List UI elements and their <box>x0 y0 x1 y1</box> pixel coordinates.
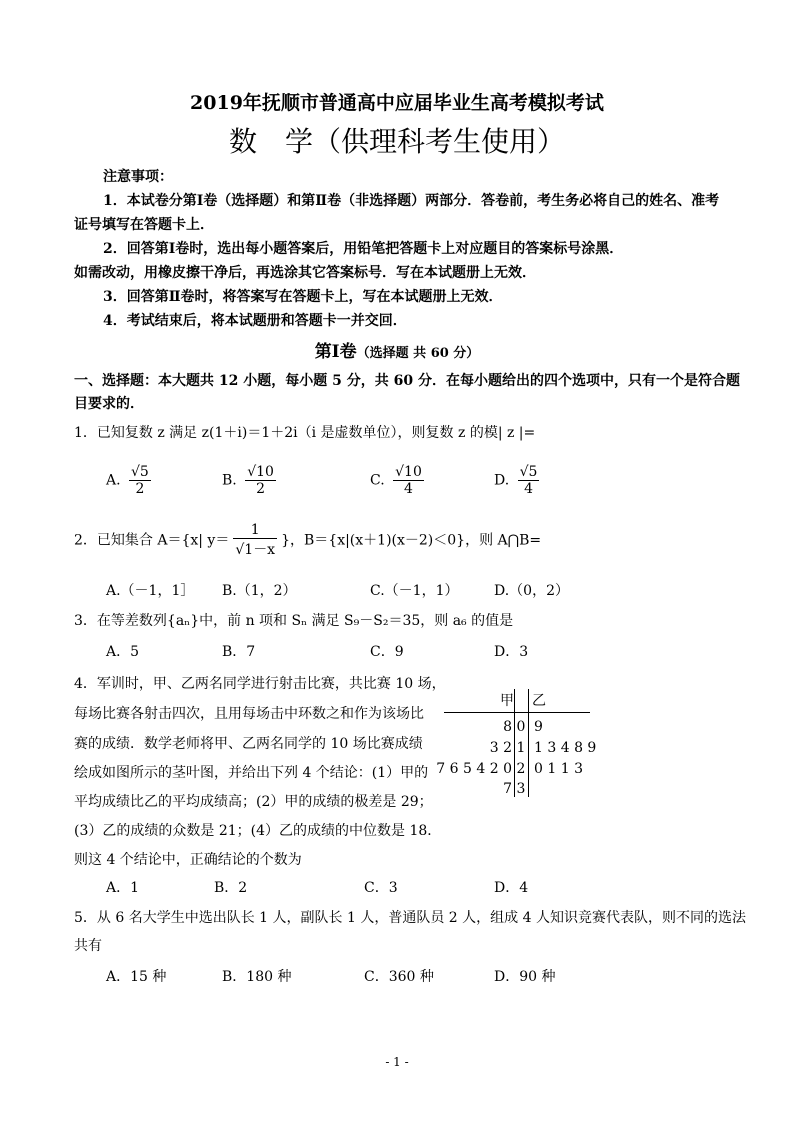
part1-instructions-line2: 目要求的． <box>74 396 144 412</box>
stemleaf-right-header: 乙 <box>532 693 546 709</box>
stemleaf-row-1-stem: 1 <box>516 740 526 756</box>
fraction-denominator: 4 <box>404 481 413 497</box>
exam-subtitle: 数 学（供理科考生使用） <box>228 125 565 158</box>
stemleaf-left-header: 甲 <box>500 693 514 709</box>
fraction-numerator: √5 <box>131 464 149 480</box>
q1-option-b-fraction <box>245 464 276 497</box>
stemleaf-row-3-stem: 3 <box>516 781 526 797</box>
q3-option-c: C．9 <box>370 644 404 660</box>
stemleaf-horizontal-rule <box>444 712 590 713</box>
stemleaf-row-2-left: 7 6 5 4 2 0 <box>436 761 512 777</box>
q5-option-b: B．180 种 <box>222 969 292 985</box>
fraction-numerator: √10 <box>395 464 422 480</box>
q4-line-7: 则这 4 个结论中，正确结论的个数为 <box>74 852 302 868</box>
stemleaf-row-0-right: 9 <box>534 719 543 735</box>
q1-option-a-label: A. <box>106 472 121 489</box>
stemleaf-row-1-right: 1 3 4 8 9 <box>534 740 597 756</box>
exam-title: 2019年抚顺市普通高中应届毕业生高考模拟考试 <box>190 92 604 114</box>
q5-line-2: 共有 <box>74 938 102 954</box>
q5-option-c: C．360 种 <box>364 969 434 985</box>
q2-fraction <box>233 522 277 559</box>
stemleaf-row-2-stem: 2 <box>516 761 526 777</box>
notice-item-4: 4．考试结束后，将本试题册和答题卡一并交回． <box>103 313 407 329</box>
section-heading <box>0 337 794 362</box>
section-note: （选择题 共 60 分） <box>356 346 480 361</box>
q1-option-d <box>494 464 543 497</box>
q2-option-c: C.（－1，1） <box>370 583 459 599</box>
q1-option-c <box>370 464 428 497</box>
q2-option-a: A.（－1，1］ <box>106 583 195 599</box>
q4-line-2: 每场比赛各射击四次，且用每场击中环数之和作为该场比 <box>74 706 424 722</box>
q1-option-a <box>106 464 155 497</box>
q3-option-a: A．5 <box>106 644 140 660</box>
stemleaf-row-0-left: 8 <box>503 719 512 735</box>
notice-item-2a: 2．回答第Ⅰ卷时，选出每小题答案后，用铅笔把答题卡上对应题目的答案标号涂黑． <box>103 241 624 257</box>
q3-option-b: B．7 <box>222 644 256 660</box>
stemleaf-row-2-right: 0 1 1 3 <box>534 761 583 777</box>
q4-option-d: D．4 <box>494 880 529 896</box>
notice-heading: 注意事项： <box>103 169 173 185</box>
q1-option-b <box>222 464 280 497</box>
q5-line-1: 5．从 6 名大学生中选出队长 1 人，副队长 1 人，普通队员 2 人，组成 4 人知识竞赛代表队，则不同的选法 <box>74 910 746 926</box>
q4-option-a: A．1 <box>106 880 140 896</box>
notice-item-3: 3．回答第Ⅱ卷时，将答案写在答题卡上，写在本试题册上无效． <box>103 289 503 305</box>
q1-option-b-label: B. <box>222 472 237 489</box>
q4-line-4: 绘成如图所示的茎叶图，并给出下列 4 个结论：(1）甲的 <box>74 765 429 781</box>
fraction-denominator: √1－x <box>235 542 276 558</box>
q1-option-a-fraction <box>129 464 151 497</box>
part1-instructions-line1: 一、选择题：本大题共 12 小题，每小题 5 分，共 60 分．在每小题给出的四个选项中，只有一个是符合题 <box>74 373 740 389</box>
fraction-denominator: 2 <box>256 481 266 497</box>
section-title: 第Ⅰ卷 <box>314 342 357 362</box>
q1-option-c-label: C. <box>370 472 385 489</box>
fraction-numerator: 1 <box>233 522 277 539</box>
q4-line-6: (3）乙的成绩的众数是 21；(4）乙的成绩的中位数是 18． <box>74 823 442 839</box>
q4-line-1: 4．军训时，甲、乙两名同学进行射击比赛，共比赛 10 场， <box>74 676 446 692</box>
stemleaf-row-1-left: 3 2 <box>489 740 512 756</box>
fraction-numerator: √5 <box>519 464 538 480</box>
question-2-text <box>74 522 541 559</box>
fraction-denominator: 4 <box>524 481 534 497</box>
q2-option-b: B.（1，2） <box>222 583 297 599</box>
q1-option-d-fraction <box>518 464 540 497</box>
notice-item-1a: 1．本试卷分第Ⅰ卷（选择题）和第Ⅱ卷（非选择题）两部分．答卷前，考生务必将自己的姓名、准考 <box>103 193 720 209</box>
notice-item-1b: 证号填写在答题卡上． <box>74 217 214 233</box>
q4-line-3: 赛的成绩．数学老师将甲、乙两名同学的 10 场比赛成绩 <box>74 736 423 752</box>
q2-text-part-b: }，B＝{x|(x＋1)(x－2)＜0}，则 A⋂B= <box>281 532 542 549</box>
fraction-numerator: √10 <box>247 464 274 480</box>
stemleaf-row-3-left: 7 <box>503 781 512 797</box>
question-3-text: 3．在等差数列{aₙ}中，前 n 项和 Sₙ 满足 S₉－S₂＝35，则 a₆ 的值是 <box>74 613 514 629</box>
q4-option-b: B．2 <box>214 880 248 896</box>
stemleaf-vertical-rule-right <box>528 689 529 797</box>
q5-option-a: A．15 种 <box>106 969 167 985</box>
question-1-text: 1．已知复数 z 满足 z(1＋i)＝1＋2i（i 是虚数单位），则复数 z 的模| z |= <box>74 425 536 441</box>
q1-option-d-label: D. <box>494 472 510 489</box>
q1-option-c-fraction <box>393 464 424 497</box>
page-number: - 1 - <box>385 1055 409 1069</box>
q2-text-part-a: 2．已知集合 A＝{x| y＝ <box>74 532 230 549</box>
q4-option-c: C．3 <box>364 880 398 896</box>
notice-item-2b: 如需改动，用橡皮擦干净后，再选涂其它答案标号．写在本试题册上无效． <box>74 265 536 281</box>
q4-line-5: 平均成绩比乙的平均成绩高；(2）甲的成绩的极差是 29； <box>74 794 433 810</box>
fraction-denominator: 2 <box>135 481 145 497</box>
q3-option-d: D．3 <box>494 644 529 660</box>
q5-option-d: D．90 种 <box>494 969 556 985</box>
stemleaf-row-0-stem: 0 <box>516 719 526 735</box>
q2-option-d: D.（0，2） <box>494 583 569 599</box>
